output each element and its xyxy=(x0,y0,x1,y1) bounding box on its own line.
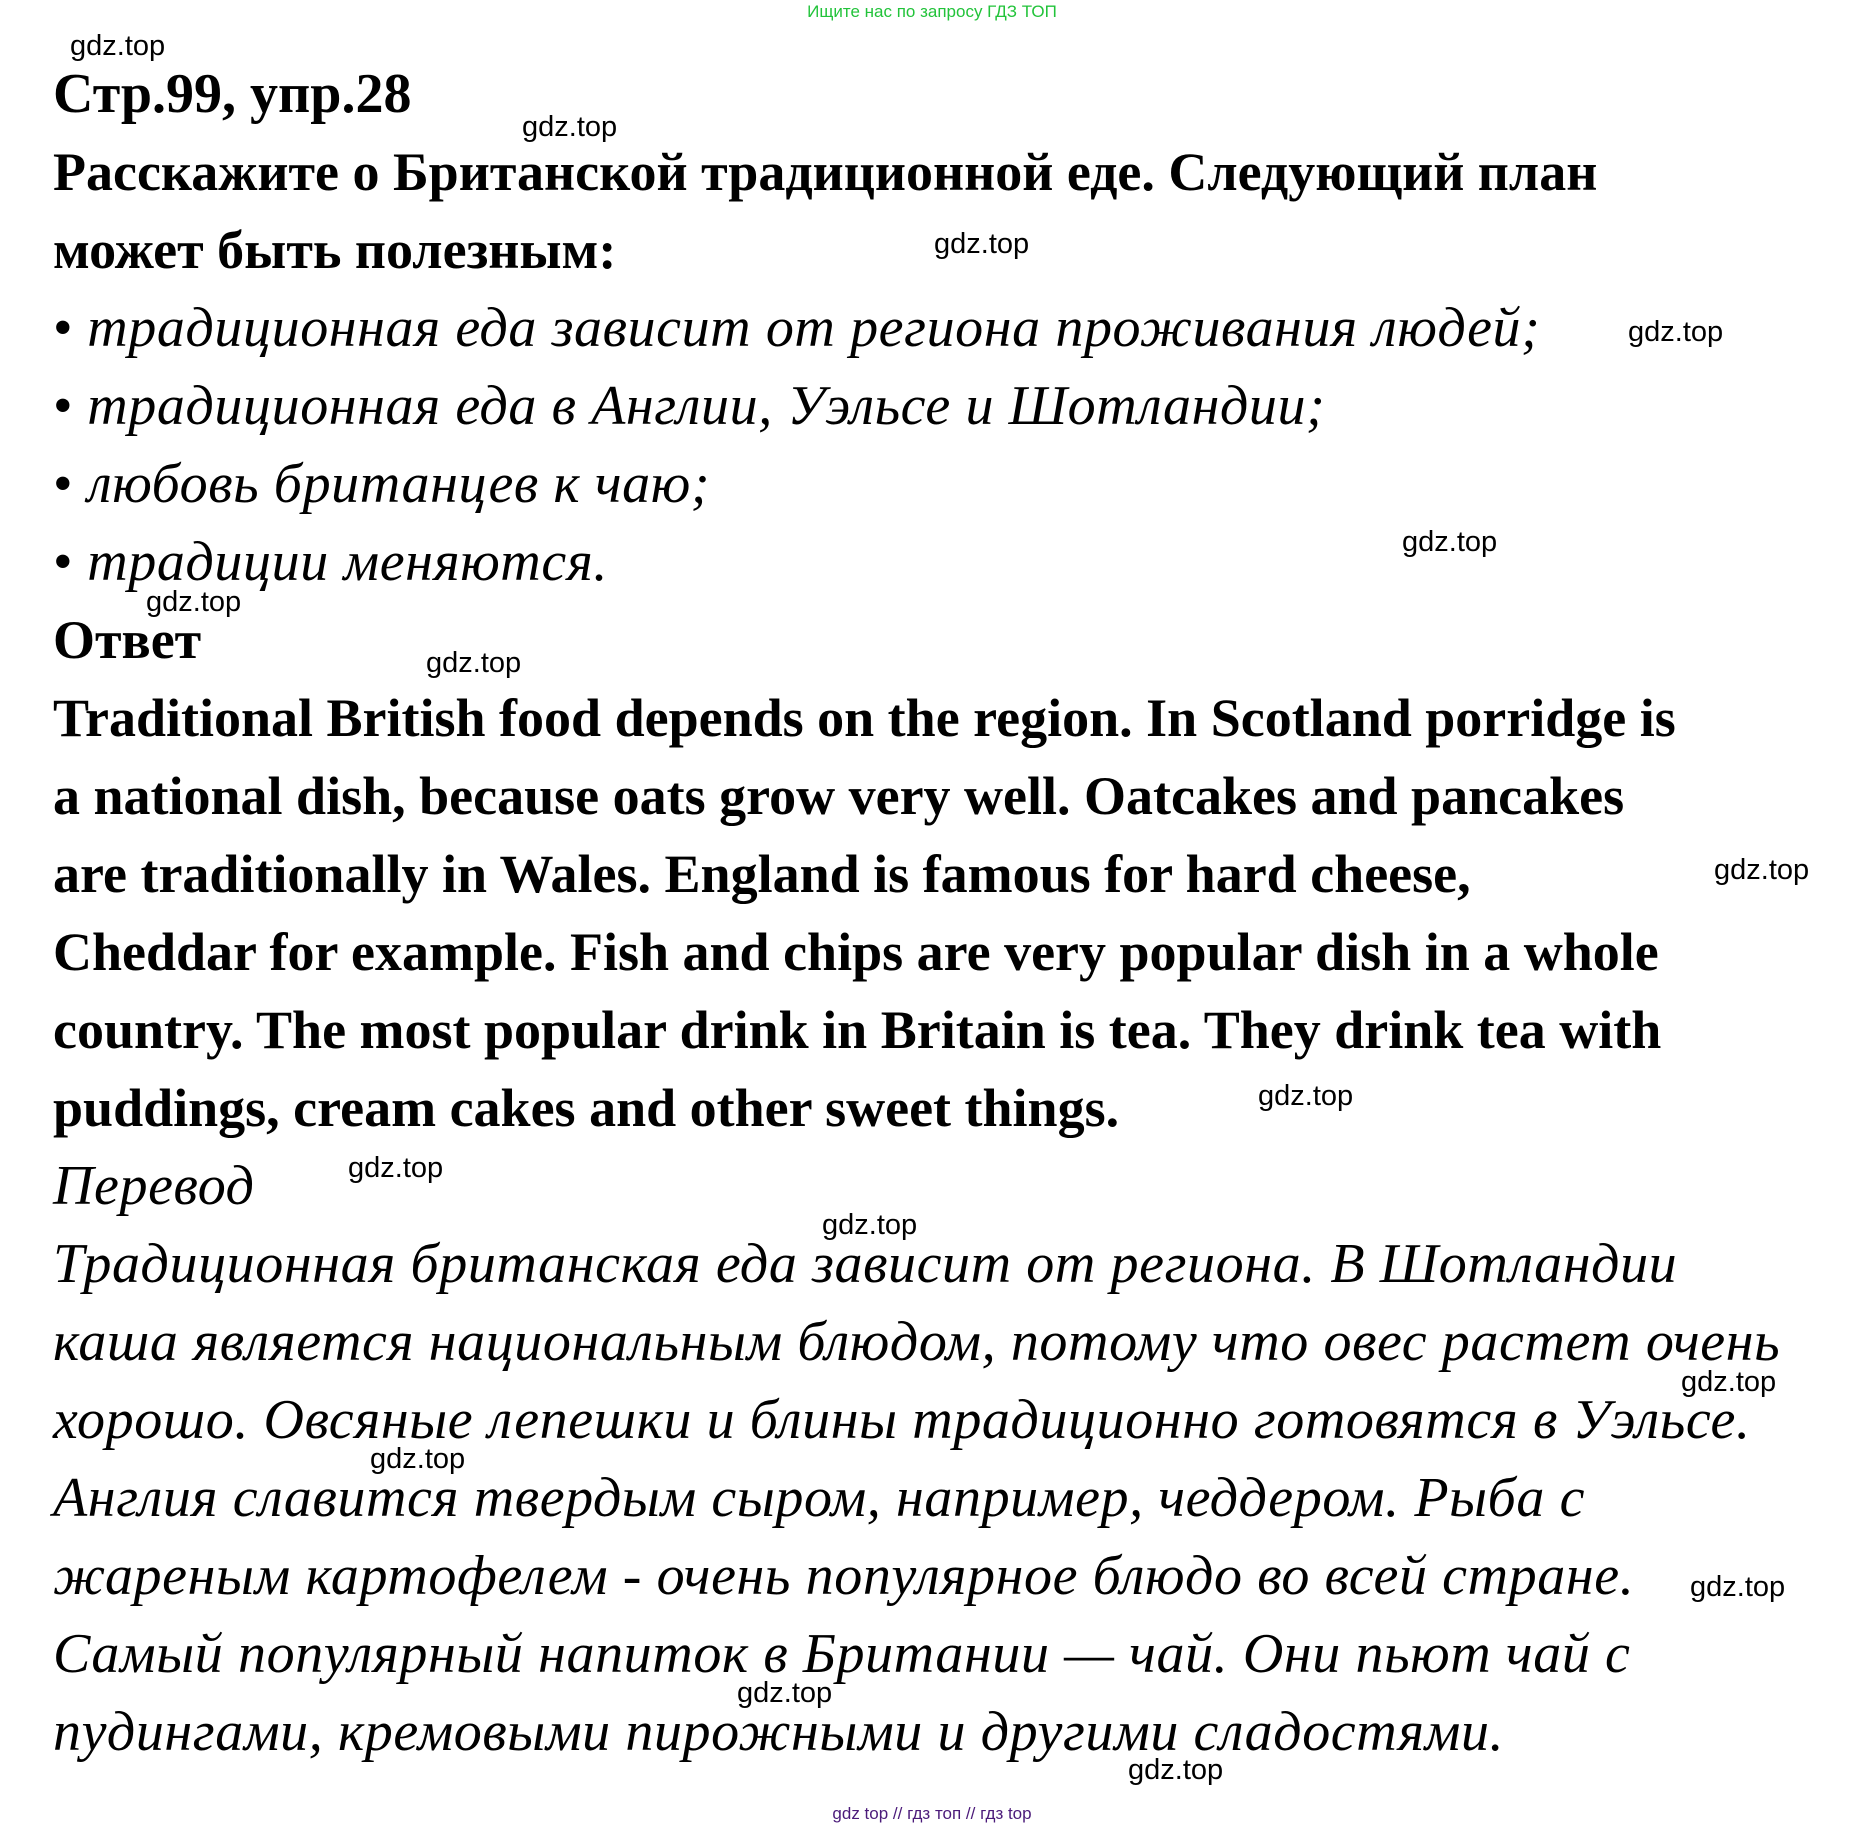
task-line: Расскажите о Британской традиционной еде. Следующий план xyxy=(53,142,1598,202)
watermark: gdz.top xyxy=(146,586,242,618)
page-title: Стр.99, упр.28 xyxy=(53,63,412,125)
translation-line: каша является национальным блюдом, потому что овес растет очень xyxy=(53,1311,1781,1373)
plan-item: • традиционная еда зависит от региона проживания людей; xyxy=(53,297,1541,359)
bullet-icon: • xyxy=(53,375,74,437)
answer-line: a national dish, because oats grow very well. Oatcakes and pancakes xyxy=(53,766,1625,826)
answer-line: puddings, cream cakes and other sweet things. xyxy=(53,1078,1120,1138)
answer-line: country. The most popular drink in Britain is tea. They drink tea with xyxy=(53,1000,1662,1060)
watermark: gdz.top xyxy=(70,30,166,62)
watermark: gdz.top xyxy=(934,228,1030,260)
answer-line: Traditional British food depends on the region. In Scotland porridge is xyxy=(53,688,1676,748)
plan-item: • любовь британцев к чаю; xyxy=(53,453,711,515)
watermark: gdz.top xyxy=(737,1677,833,1709)
translation-line: хорошо. Овсяные лепешки и блины традиционно готовятся в Уэльсе. xyxy=(53,1389,1751,1451)
watermark: gdz.top xyxy=(1258,1080,1354,1112)
watermark: gdz.top xyxy=(1714,854,1810,886)
task-line: может быть полезным: xyxy=(53,220,617,280)
plan-item: • традиционная еда в Англии, Уэльсе и Шотландии; xyxy=(53,375,1326,437)
watermark: gdz.top xyxy=(522,111,618,143)
exercise-content xyxy=(53,55,1853,1771)
watermark: gdz.top xyxy=(1402,526,1498,558)
translation-heading: Перевод xyxy=(53,1155,255,1217)
watermark: gdz.top xyxy=(426,647,522,679)
watermark: gdz.top xyxy=(1628,316,1724,348)
answer-line: Cheddar for example. Fish and chips are very popular dish in a whole xyxy=(53,922,1659,982)
translation-line: Традиционная британская еда зависит от региона. В Шотландии xyxy=(53,1233,1678,1295)
watermark: gdz.top xyxy=(1690,1571,1786,1603)
translation-line: пудингами, кремовыми пирожными и другими сладостями. xyxy=(53,1701,1505,1763)
bullet-icon: • xyxy=(53,531,74,593)
watermark: gdz.top xyxy=(1681,1366,1777,1398)
search-hint: Ищите нас по запросу ГДЗ ТОП xyxy=(807,2,1057,21)
footer-links: gdz top // гдз топ // гдз top xyxy=(832,1804,1032,1823)
translation-line: Англия славится твердым сыром, например, чеддером. Рыба с xyxy=(53,1467,1586,1529)
watermark: gdz.top xyxy=(822,1209,918,1241)
watermark: gdz.top xyxy=(370,1443,466,1475)
translation-line: жареным картофелем - очень популярное блюдо во всей стране. xyxy=(53,1545,1635,1607)
answer-line: are traditionally in Wales. England is famous for hard cheese, xyxy=(53,844,1471,904)
bullet-icon: • xyxy=(53,297,74,359)
translation-line: Самый популярный напиток в Британии — чай. Они пьют чай с xyxy=(53,1623,1631,1685)
bullet-icon: • xyxy=(53,453,74,515)
answer-heading: Ответ xyxy=(53,610,202,670)
watermark: gdz.top xyxy=(348,1152,444,1184)
plan-item: • традиции меняются. xyxy=(53,531,609,593)
watermark: gdz.top xyxy=(1128,1754,1224,1786)
